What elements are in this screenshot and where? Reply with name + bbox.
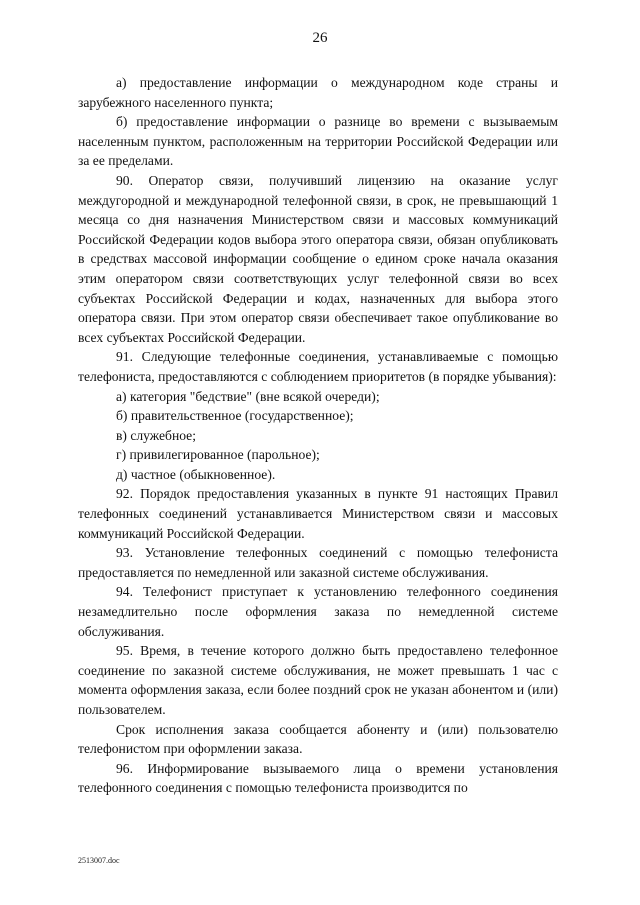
paragraph-93-service-system: 93. Установление телефонных соединений с помощью телефониста предоставляется по немедленной или заказной системе обслуживания. [78, 545, 558, 580]
priority-item-privileged: г) привилегированное (парольное); [116, 447, 320, 463]
footer-filename: 2513007.doc [78, 856, 120, 865]
paragraph-b-time-difference: б) предоставление информации о разнице во времени с вызываемым населенным пунктом, расположенным на территории Российской Федерации или за ее пределами. [78, 114, 558, 169]
page-number: 26 [312, 30, 328, 46]
paragraph-a-country-code: а) предоставление информации о международном коде страны и зарубежного населенного пункта; [78, 75, 558, 110]
priority-item-private: д) частное (обыкновенное). [116, 466, 276, 482]
paragraph-91-priorities: 91. Следующие телефонные соединения, устанавливаемые с помощью телефониста, предоставляются с соблюдением приоритетов (в порядке убывания): [78, 349, 558, 384]
priority-item-government: б) правительственное (государственное); [116, 408, 354, 424]
paragraph-96-informing: 96. Информирование вызываемого лица о времени установления телефонного соединения с помощью телефониста производится по [78, 760, 558, 796]
paragraph-92-procedure: 92. Порядок предоставления указанных в пункте 91 настоящих Правил телефонных соединений устанавливается Министерством связи и массовых коммуникаций Российской Федерации. [78, 486, 558, 541]
paragraph-90-operator-license: 90. Оператор связи, получивший лицензию на оказание услуг междугородной и международной телефонной связи, в срок, не превышающий 1 месяца со дня назначения Министерством связи и массовых коммуникаций Российской Федерации кодов выбора этого оператора связи, обязан опубликовать в средствах массовой информации сообщение о едином сроке начала оказания этим оператором связи соответствующих услуг телефонной связи во всех субъектах Российской Федерации и кодах, назначенных для выбора этого оператора связи. При этом оператор связи обеспечивает такое опубликование во всех субъектах Российской Федерации. [78, 172, 558, 345]
document-body [78, 73, 558, 798]
paragraph-order-deadline: Срок исполнения заказа сообщается абоненту и (или) пользователю телефонистом при оформлении заказа. [78, 721, 558, 757]
paragraph-95-order-time: 95. Время, в течение которого должно быть предоставлено телефонное соединение по заказной системе обслуживания, не может превышать 1 час с момента оформления заказа, если более поздний срок не указан абонентом и (или) пользователем. [78, 643, 558, 717]
priority-item-disaster: а) категория "бедствие" (вне всякой очереди); [116, 388, 380, 404]
paragraph-94-immediate: 94. Телефонист приступает к установлению телефонного соединения незамедлительно после оформления заказа по немедленной системе обслуживания. [78, 584, 558, 639]
priority-item-service: в) служебное; [116, 427, 196, 443]
